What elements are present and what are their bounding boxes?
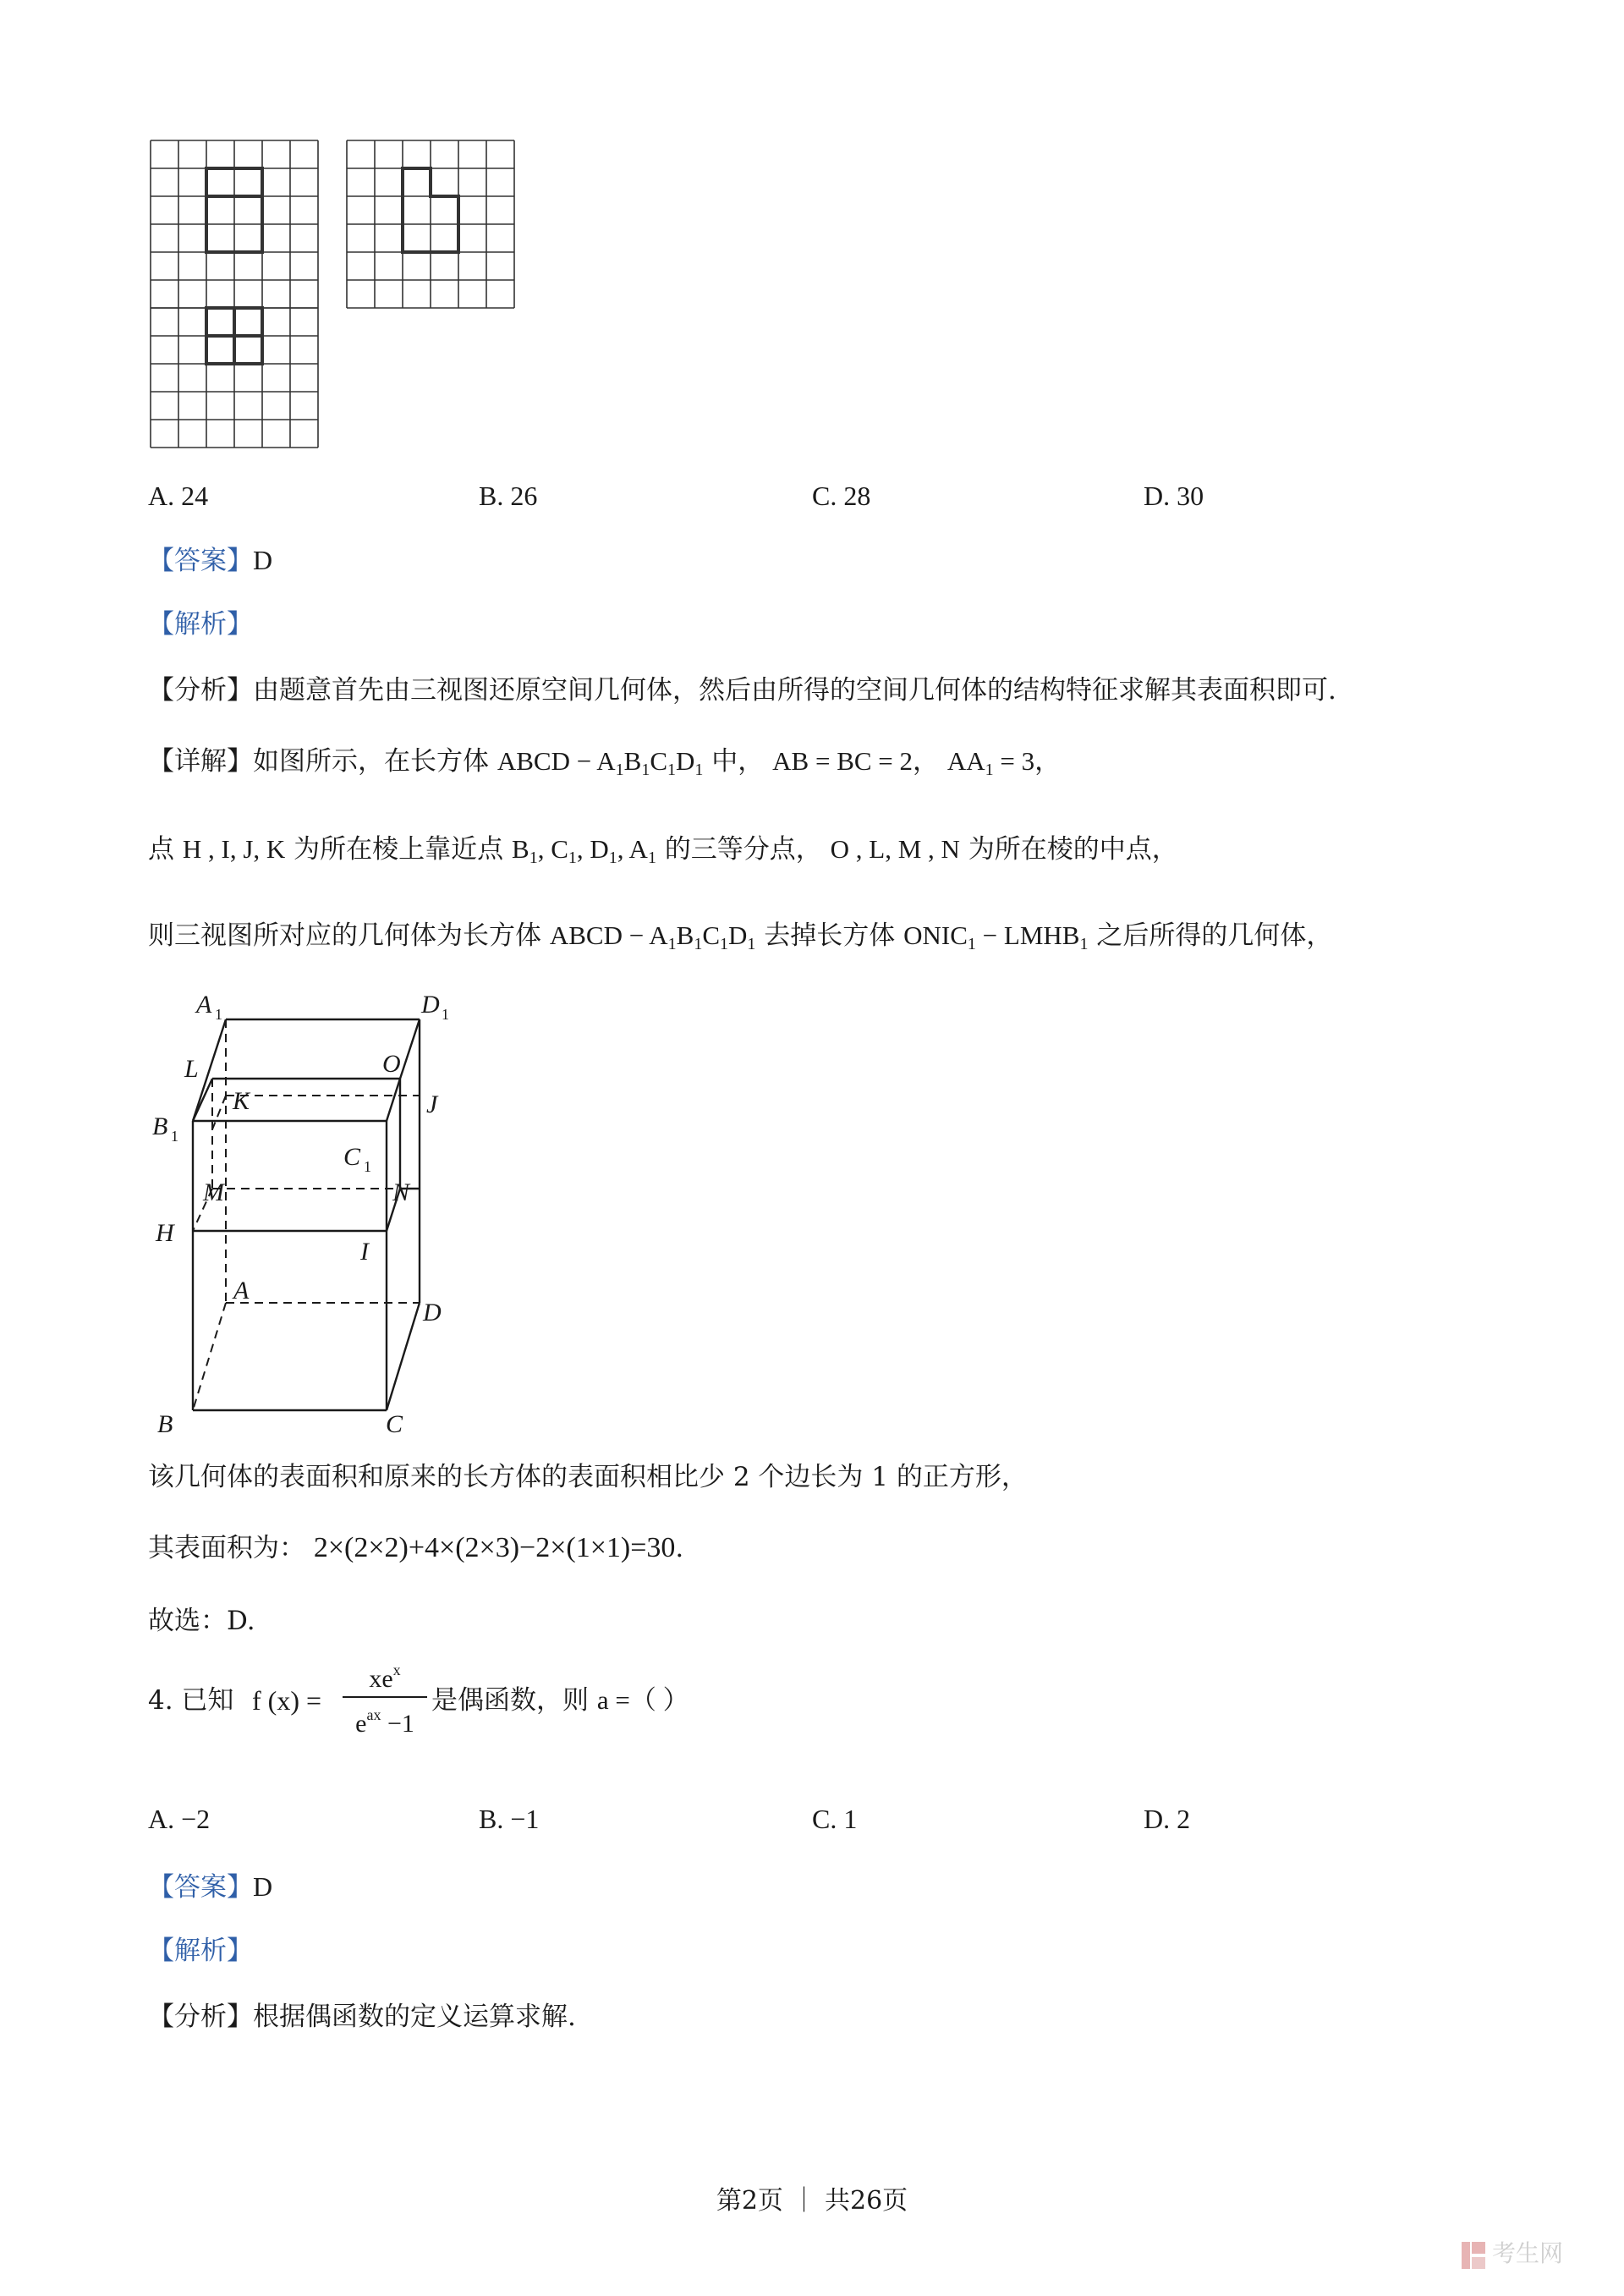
- q3-xiangjie-line1: [148, 744, 1061, 787]
- q4-fx: f (x) =: [252, 1685, 322, 1716]
- option-b: B. 26: [479, 481, 538, 511]
- option-a: A. 24: [148, 481, 209, 511]
- cuboid-name: ABCD − $A_1B_1C_1D_1$: [497, 746, 704, 779]
- line3-text-b: 去掉长方体: [764, 920, 896, 951]
- label-l: L: [184, 1055, 199, 1083]
- line1-text-b: 中，: [711, 746, 765, 777]
- q4-jiexi-tag: 【解析】: [148, 1936, 253, 1966]
- svg-text:1: 1: [215, 1006, 222, 1023]
- label-i: I: [360, 1238, 369, 1266]
- line2-points-b1c1d1a1: $B_1$, $C_1$, $D_1$, $A_1$: [512, 834, 656, 867]
- line2-text-d: 的三等分点，: [664, 834, 822, 865]
- q4-stem-b: [431, 1684, 689, 1717]
- line2-text-c: 为所在棱上靠近点: [294, 834, 504, 865]
- q4-answer-value: D: [253, 1871, 273, 1902]
- svg-text:B: B: [157, 1410, 173, 1438]
- line3-text-a: 则三视图所对应的几何体为长方体: [148, 920, 541, 951]
- label-m: M: [203, 1178, 224, 1206]
- option-d: D. 30: [1144, 481, 1204, 511]
- line5-period: .: [675, 1533, 684, 1563]
- label-j: J: [426, 1090, 438, 1118]
- q4-fenxi-text: 根据偶函数的定义运算求解.: [253, 2002, 576, 2032]
- stem-text-b: 是偶函数，则: [431, 1685, 589, 1716]
- line1-comma: ，: [913, 746, 940, 777]
- three-view-diagram: [144, 135, 533, 457]
- xiangjie-tag: 【详解】: [148, 746, 253, 777]
- line1-math-aa1-value: = 3，: [1000, 746, 1062, 776]
- top-view-grid: [151, 308, 318, 448]
- label-n: N: [392, 1178, 410, 1206]
- fenxi-text: 由题意首先由三视图还原空间几何体，然后由所得的空间几何体的结构特征求解其表面积即可.: [253, 675, 1336, 706]
- line1-text-a: 如图所示，在长方体: [253, 746, 489, 777]
- q4-option-c: C. 1: [812, 1804, 858, 1834]
- line3-text-c: 之后所得的几何体，: [1096, 920, 1333, 951]
- q3-xiangjie-line3: [148, 919, 1332, 961]
- answer-tag: 【答案】: [148, 546, 253, 576]
- q4-answer: [148, 1870, 272, 1904]
- area-formula: 2×(2×2)+4×(2×3)−2×(1×1)=30: [313, 1532, 676, 1563]
- q3-xiangjie-line4: 该几何体的表面积和原来的长方体的表面积相比少 2 个边长为 1 的正方形，: [148, 1462, 1028, 1492]
- fraction-numerator: $xe^x$: [369, 1662, 401, 1693]
- label-a1: A: [196, 991, 212, 1019]
- q3-answer: [148, 543, 272, 578]
- line2-text-a: 点: [148, 834, 174, 865]
- cuboid-figure-bottom-labels: [144, 986, 482, 1442]
- answer-value: D: [253, 545, 273, 575]
- line3-cuboid2: $ONIC_1$ − $LMHB_1$: [903, 920, 1089, 953]
- q4-stem-a: 4. 已知: [148, 1685, 234, 1716]
- svg-text:1: 1: [364, 1158, 371, 1175]
- line1-math-ab: AB = BC = 2: [772, 746, 914, 776]
- option-c: C. 28: [812, 481, 871, 511]
- watermark-text: 考生网: [1492, 2239, 1564, 2267]
- q3-xiangjie-line2: [148, 832, 1178, 875]
- label-h: H: [156, 1219, 174, 1247]
- front-view-grid: [151, 140, 318, 308]
- q3-fenxi: [148, 673, 1336, 707]
- q3-choose: 故选：D.: [148, 1606, 255, 1636]
- line1-math-aa1: $AA_1$: [946, 746, 994, 779]
- label-b1: B: [152, 1112, 168, 1140]
- label-d1: D: [421, 991, 440, 1019]
- q4-answer-tag: 【答案】: [148, 1872, 253, 1903]
- q3-xiangjie-line5: [148, 1531, 683, 1565]
- q3-jiexi-tag: 【解析】: [148, 609, 253, 640]
- label-k: K: [233, 1087, 250, 1115]
- svg-text:A: A: [233, 1277, 250, 1305]
- label-o: O: [382, 1050, 401, 1078]
- line2-points-hijk: H , I, J, K: [182, 834, 286, 864]
- label-c1: C: [343, 1143, 361, 1171]
- q4-fenxi-tag: 【分析】: [148, 2002, 253, 2032]
- line5-text-a: 其表面积为：: [148, 1533, 305, 1563]
- svg-text:1: 1: [171, 1128, 178, 1145]
- line2-points-olmn: O , L, M , N: [830, 834, 960, 864]
- svg-text:1: 1: [442, 1006, 449, 1023]
- line2-text-f: 为所在棱的中点，: [968, 834, 1178, 865]
- svg-text:C: C: [386, 1410, 403, 1438]
- line3-cuboid: ABCD − $A_1B_1C_1D_1$: [549, 920, 756, 953]
- fenxi-tag: 【分析】: [148, 675, 253, 706]
- q4-fenxi: [148, 2000, 576, 2034]
- watermark-logo-icon: [1460, 2240, 1487, 2271]
- page-footer: 第2页 ｜ 共26页: [716, 2186, 908, 2216]
- q4-option-d: D. 2: [1144, 1804, 1191, 1834]
- svg-text:D: D: [423, 1299, 442, 1327]
- side-view-grid: [347, 140, 514, 308]
- q4-option-b: B. −1: [479, 1804, 540, 1834]
- stem-text-c: a =（ ）: [596, 1685, 689, 1715]
- q4-fraction: [343, 1655, 427, 1739]
- q4-option-a: A. −2: [148, 1804, 211, 1834]
- fraction-denominator: $e^{ax} -1$: [355, 1706, 414, 1738]
